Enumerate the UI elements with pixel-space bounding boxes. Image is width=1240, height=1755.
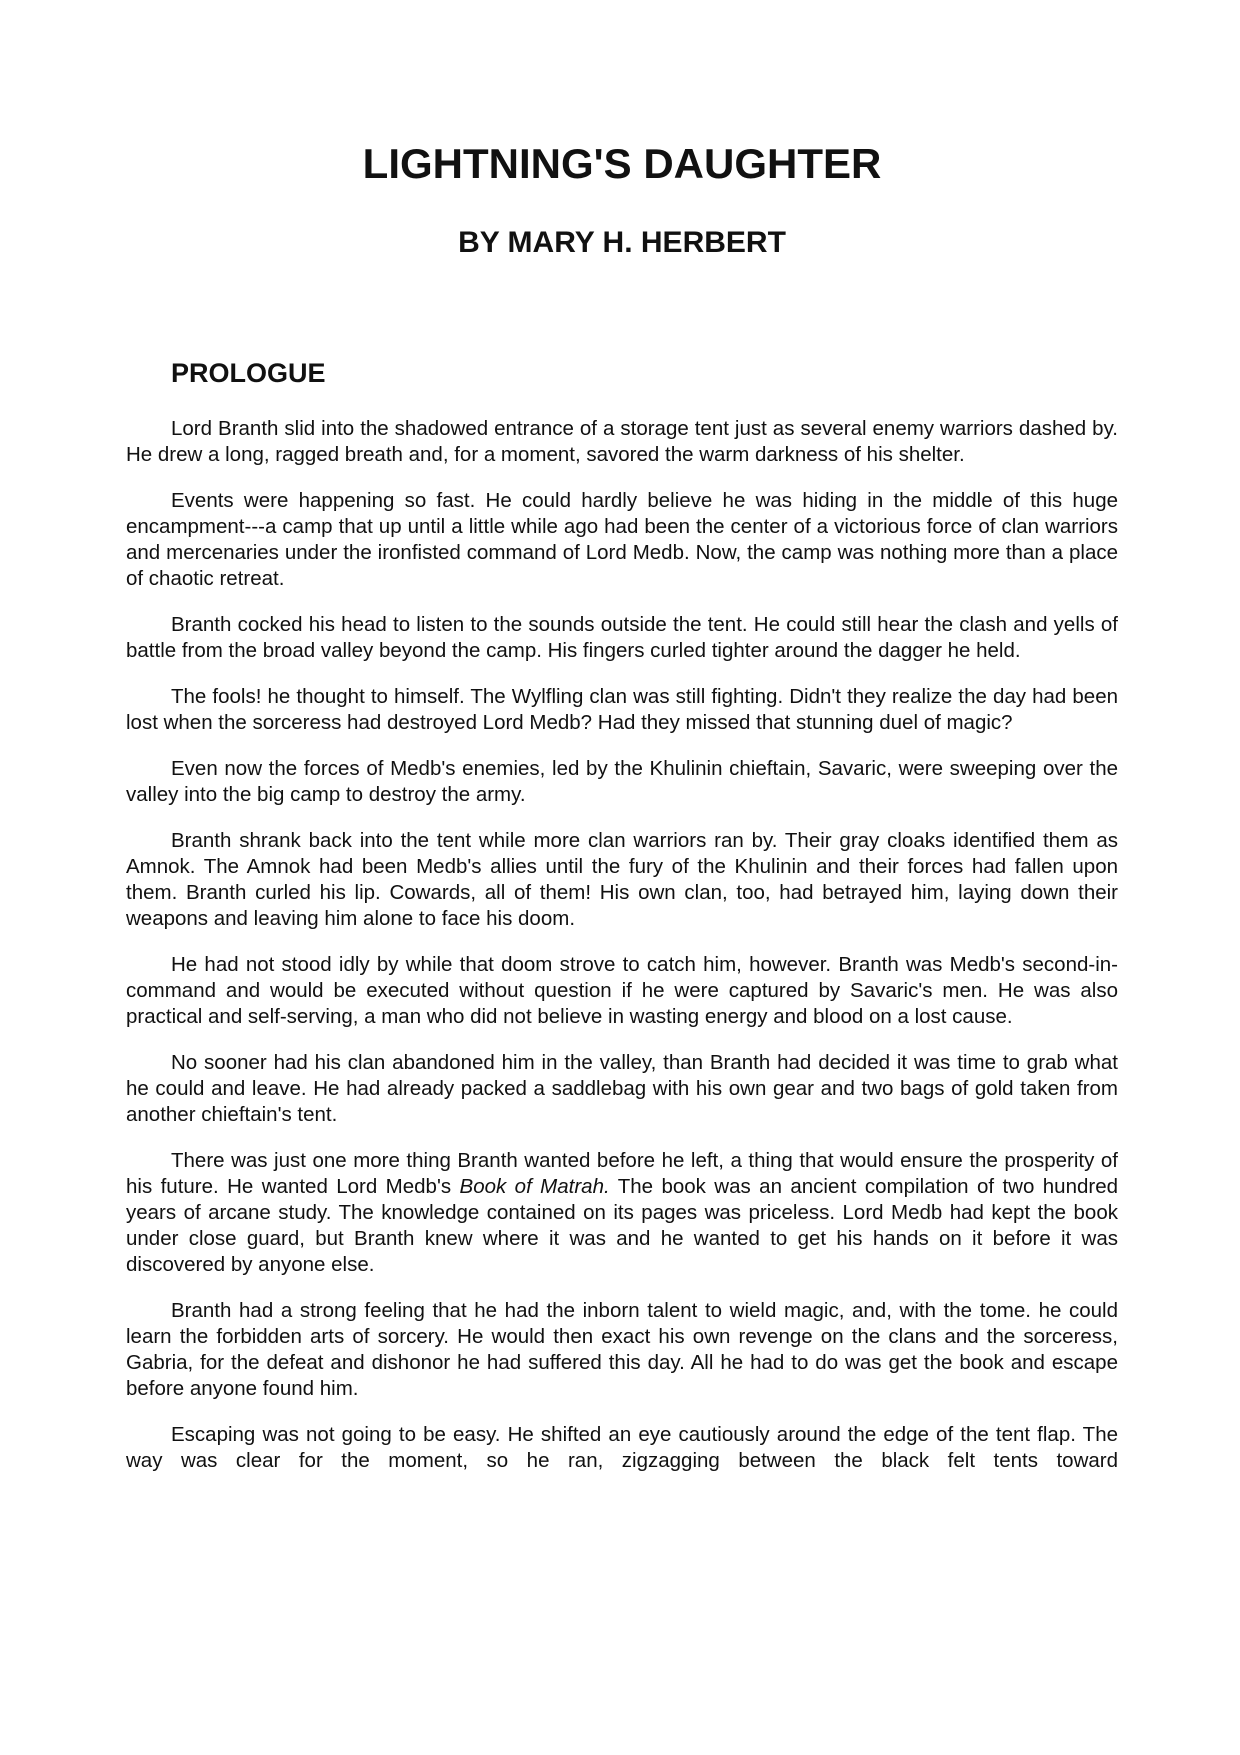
paragraph-1: Lord Branth slid into the shadowed entrance of a storage tent just as several enemy warriors dashed by. He drew a long, ragged breath and, for a moment, savored the warm darkness of his shelter. xyxy=(126,417,1118,466)
paragraph-2: Events were happening so fast. He could hardly believe he was hiding in the middle of this huge encampment---a camp that up until a little while ago had been the center of a victorious force of clan warriors and mercenaries under the ironfisted command of Lord Medb. Now, the camp was nothing more than a place of chaotic retreat. xyxy=(126,489,1118,590)
paragraph-10: Branth had a strong feeling that he had the inborn talent to wield magic, and, with the tome. he could learn the forbidden arts of sorcery. He would then exact his own revenge on the clans and the sorceress, Gabria, for the defeat and dishonor he had suffered this day. All he had to do was get the book and escape before anyone found him. xyxy=(126,1299,1118,1400)
book-title: LIGHTNING'S DAUGHTER xyxy=(362,140,882,187)
paragraph-9 xyxy=(126,1148,1118,1278)
book-name-italic: Book of Matrah. xyxy=(459,1175,610,1198)
paragraph-11: Escaping was not going to be easy. He shifted an eye cautiously around the edge of the tent flap. The way was clear for the moment, so he ran, zigzagging between the black felt tents toward xyxy=(126,1423,1118,1472)
paragraph-5: Even now the forces of Medb's enemies, led by the Khulinin chieftain, Savaric, were sweeping over the valley into the big camp to destroy the army. xyxy=(126,757,1118,806)
paragraph-8: No sooner had his clan abandoned him in the valley, than Branth had decided it was time to grab what he could and leave. He had already packed a saddlebag with his own gear and two bags of gold taken from another chieftain's tent. xyxy=(126,1051,1118,1126)
paragraph-9-start: There was just one more thing Branth wanted before he left, a thing that would ensure the prosperity of his future. He wanted Lord Medb's xyxy=(126,1149,1118,1198)
paragraph-7: He had not stood idly by while that doom strove to catch him, however. Branth was Medb's second-in-command and would be executed without question if he were captured by Savaric's men. He was also practical and self-serving, a man who did not believe in wasting energy and blood on a lost cause. xyxy=(126,953,1118,1028)
chapter-heading: PROLOGUE xyxy=(171,358,326,388)
paragraph-4: The fools! he thought to himself. The Wylfling clan was still fighting. Didn't they realize the day had been lost when the sorceress had destroyed Lord Medb? Had they missed that stunning duel of magic? xyxy=(126,685,1118,734)
paragraph-3: Branth cocked his head to listen to the sounds outside the tent. He could still hear the clash and yells of battle from the broad valley beyond the camp. His fingers curled tighter around the dagger he held. xyxy=(126,613,1118,662)
body-text xyxy=(126,416,1118,1494)
paragraph-6: Branth shrank back into the tent while more clan warriors ran by. Their gray cloaks identified them as Amnok. The Amnok had been Medb's allies until the fury of the Khulinin and their forces had fallen upon them. Branth curled his lip. Cowards, all of them! His own clan, too, had betrayed him, laying down their weapons and leaving him alone to face his doom. xyxy=(126,829,1118,930)
author-line: BY MARY H. HERBERT xyxy=(458,226,786,259)
paragraph-9-end: The book was an ancient compilation of two hundred years of arcane study. The knowledge contained on its pages was priceless. Lord Medb had kept the book under close guard, but Branth knew where it was and he wanted to get his hands on it before it was discovered by anyone else. xyxy=(126,1175,1119,1276)
